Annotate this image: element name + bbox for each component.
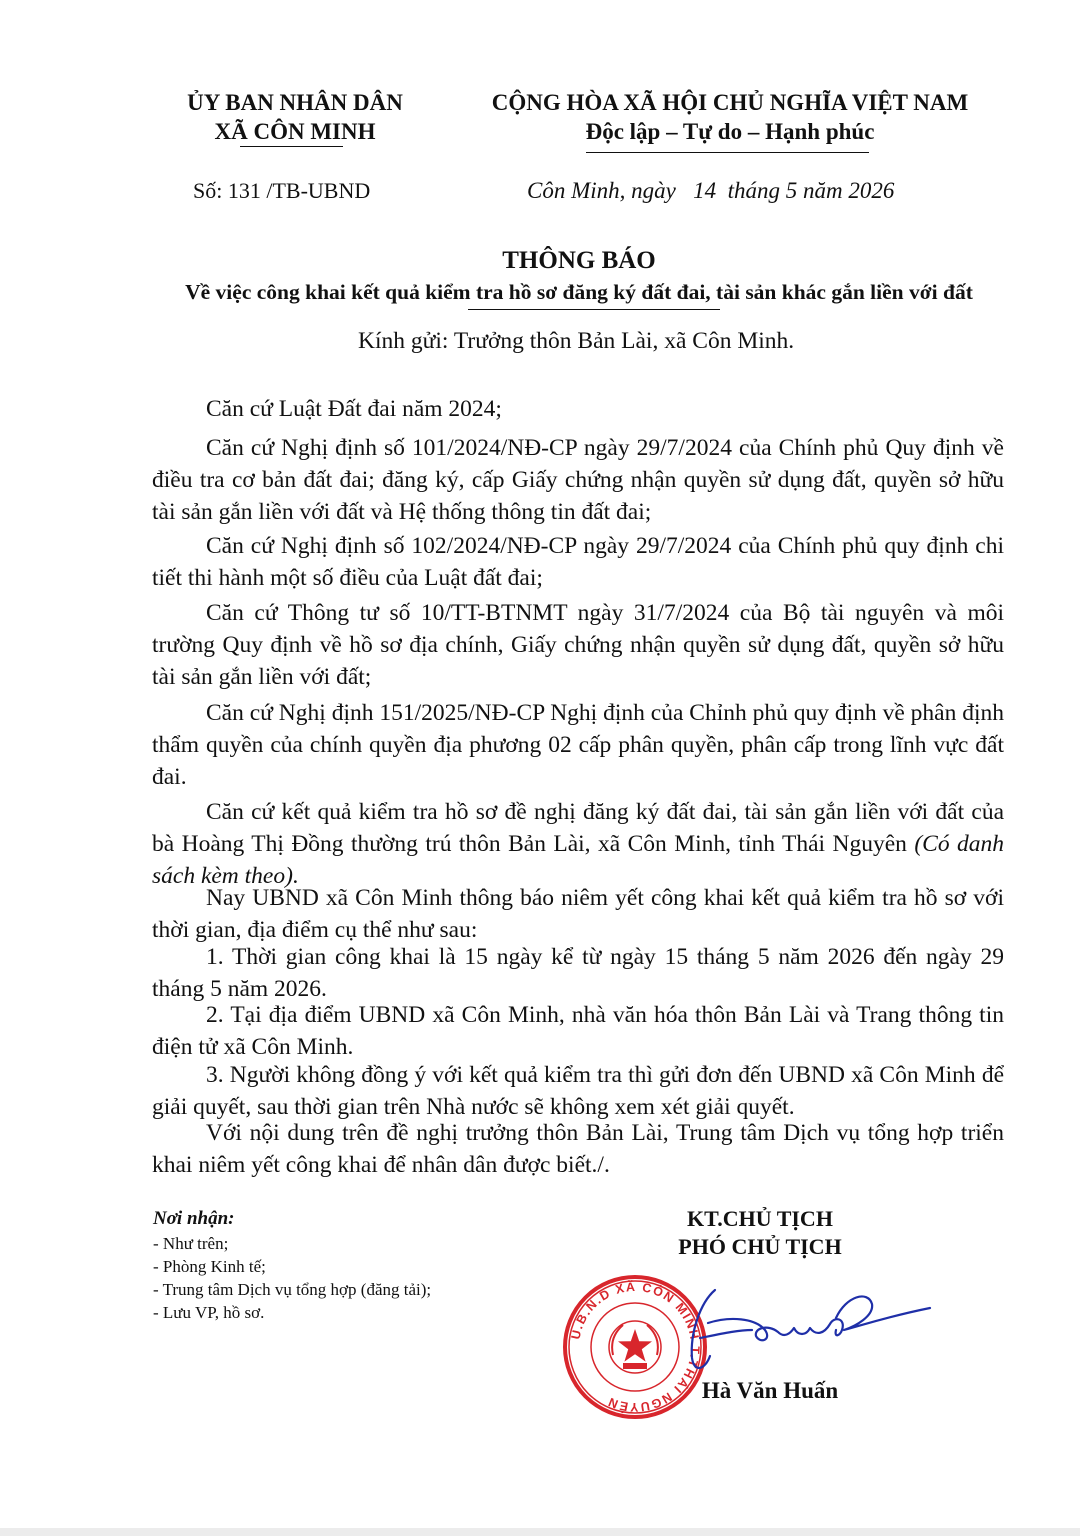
attachment-note: (Có danh sách kèm theo). bbox=[152, 831, 1005, 889]
item-time: 1. Thời gian công khai là 15 ngày kể từ ngày 15 tháng 5 năm 2026 đến ngày 29 tháng 5 năm 2026. bbox=[152, 944, 1004, 1002]
national-title: CỘNG HÒA XÃ HỘI CHỦ NGHĨA VIỆT NAM bbox=[491, 90, 969, 115]
svg-text:U.B.N.D XÃ CÔN MINH T.THÁI NGU: U.B.N.D XÃ CÔN MINH T.THÁI NGUYÊN bbox=[568, 1279, 703, 1415]
closing-paragraph: Với nội dung trên đề nghị trưởng thôn Bản Lài, Trung tâm Dịch vụ tổng hợp triển khai niêm yết công khai để nhân dân được biết./. bbox=[152, 1120, 1004, 1178]
agency-underline bbox=[240, 146, 343, 147]
recipient-item: - Phòng Kinh tế; bbox=[153, 1257, 266, 1276]
commune-name: XÃ CÔN MINH bbox=[214, 119, 376, 144]
basis-paragraph-6 bbox=[152, 796, 1004, 892]
recipient-item: - Lưu VP, hồ sơ. bbox=[153, 1303, 265, 1322]
national-motto: Độc lập – Tự do – Hạnh phúc bbox=[585, 119, 875, 144]
basis-paragraph-1: Căn cứ Luật Đất đai năm 2024; bbox=[206, 396, 502, 422]
subject-underline bbox=[468, 309, 720, 310]
agency-name: ỦY BAN NHÂN DÂN bbox=[187, 90, 403, 115]
signer-title-1: KT.CHỦ TỊCH bbox=[687, 1206, 833, 1231]
page-bottom-edge bbox=[0, 1528, 1080, 1536]
basis-paragraph-5: Căn cứ Nghị định 151/2025/NĐ-CP Nghị định của Chỉnh phủ quy định về phân định thẩm quyền của chính quyền địa phương 02 cấp phân quyền, phân cấp trong lĩnh vực đất đai. bbox=[152, 700, 1004, 790]
basis-paragraph-6-text: Căn cứ kết quả kiểm tra hồ sơ đề nghị đăng ký đất đai, tài sản gắn liền với đất của bà Hoàng Thị Đồng thường trú thôn Bản Lài, xã Côn Minh, tỉnh Thái Nguyên bbox=[152, 799, 1004, 857]
basis-paragraph-2: Căn cứ Nghị định số 101/2024/NĐ-CP ngày 29/7/2024 của Chính phủ Quy định về điều tra cơ bản đất đai; đăng ký, cấp Giấy chứng nhận quyền sử dụng đất, quyền sở hữu tài sản gắn liền với đất và Hệ thống thông tin đất đai; bbox=[152, 435, 1004, 525]
basis-paragraph-3: Căn cứ Nghị định số 102/2024/NĐ-CP ngày 29/7/2024 của Chính phủ quy định chi tiết thi hành một số điều của Luật đất đai; bbox=[152, 533, 1004, 591]
item-objection: 3. Người không đồng ý với kết quả kiểm tra thì gửi đơn đến UBND xã Côn Minh để giải quyết, sau thời gian trên Nhà nước sẽ không xem xét giải quyết. bbox=[152, 1062, 1004, 1120]
document-number: Số: 131 /TB-UBND bbox=[193, 178, 371, 203]
motto-underline bbox=[586, 152, 869, 153]
handwritten-signature bbox=[660, 1278, 940, 1388]
signer-name: Hà Văn Huấn bbox=[701, 1378, 839, 1403]
recipients-heading: Nơi nhận: bbox=[153, 1208, 235, 1229]
document-title: THÔNG BÁO bbox=[502, 247, 656, 274]
place-date: Côn Minh, ngày 14 tháng 5 năm 2026 bbox=[527, 178, 895, 203]
signer-title-2: PHÓ CHỦ TỊCH bbox=[678, 1234, 842, 1259]
basis-paragraph-4: Căn cứ Thông tư số 10/TT-BTNMT ngày 31/7/2024 của Bộ tài nguyên và môi trường Quy định về hồ sơ địa chính, Giấy chứng nhận quyền sử dụng đất, quyền sở hữu tài sản gắn liền với đất; bbox=[152, 600, 1004, 690]
announcement-paragraph: Nay UBND xã Côn Minh thông báo niêm yết công khai kết quả kiểm tra hồ sơ với thời gian, địa điểm cụ thể như sau: bbox=[152, 885, 1004, 943]
document-subject: Về việc công khai kết quả kiểm tra hồ sơ đăng ký đất đai, tài sản khác gắn liền với đất bbox=[185, 280, 973, 304]
recipient-line: Kính gửi: Trưởng thôn Bản Lài, xã Côn Minh. bbox=[358, 328, 795, 354]
recipient-item: - Trung tâm Dịch vụ tổng hợp (đăng tải); bbox=[153, 1280, 432, 1299]
recipient-item: - Như trên; bbox=[153, 1234, 229, 1253]
item-location: 2. Tại địa điểm UBND xã Côn Minh, nhà văn hóa thôn Bản Lài và Trang thông tin điện tử xã Côn Minh. bbox=[152, 1002, 1004, 1060]
